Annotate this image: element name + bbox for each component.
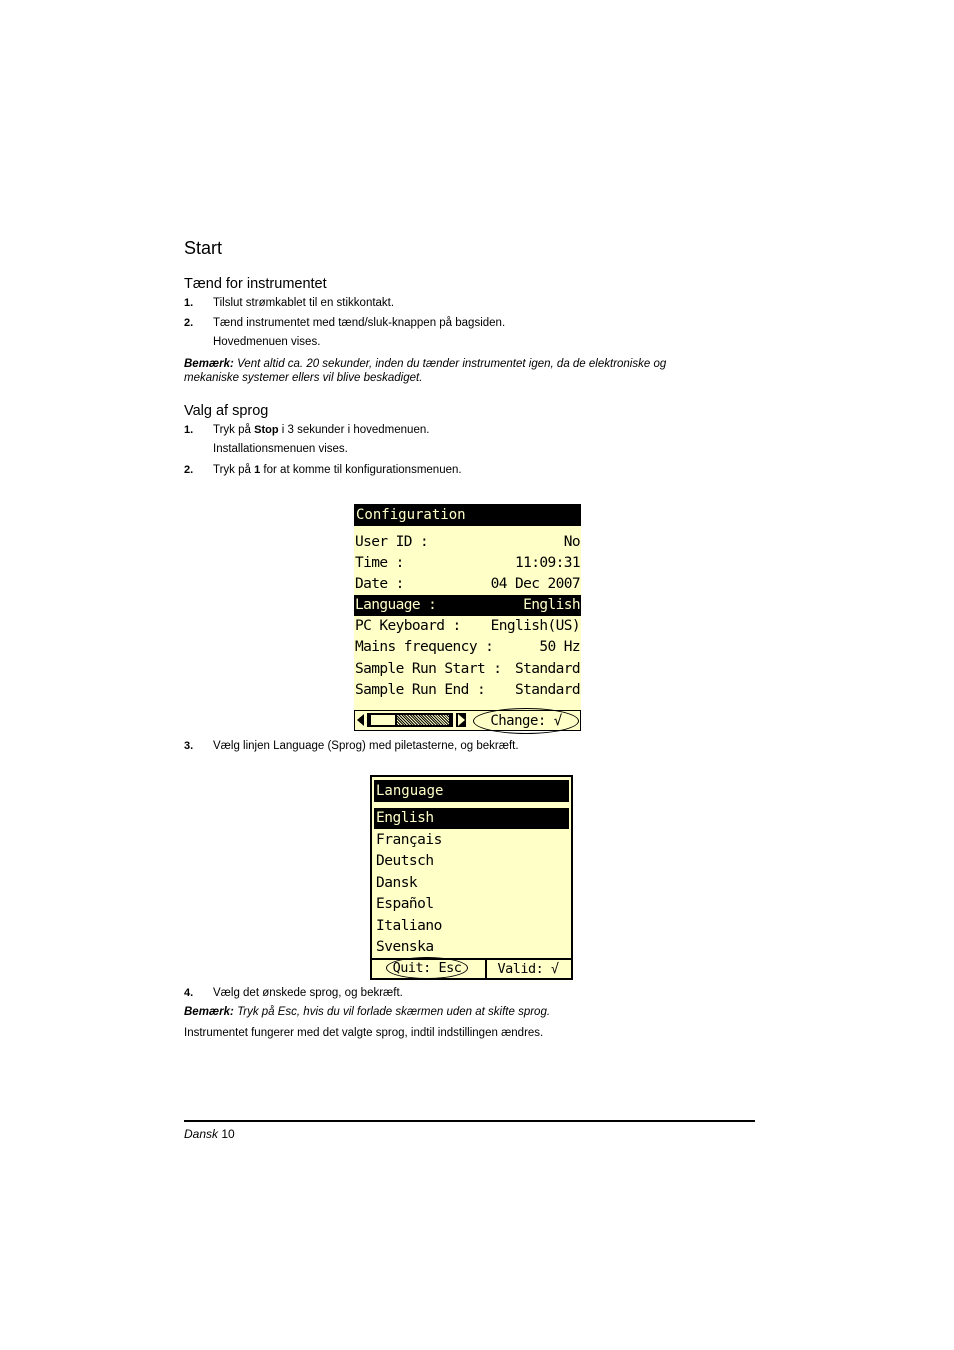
section-heading-power-on: Tænd for instrumentet (184, 276, 327, 292)
language-option-deutsch[interactable]: Deutsch (376, 853, 434, 869)
scrollbar-thumb[interactable] (371, 715, 395, 725)
step-item (184, 464, 462, 476)
step-text: Tænd instrumentet med tænd/sluk-knappen på bagsiden. (213, 317, 506, 329)
quit-button[interactable]: Quit: Esc (386, 957, 468, 979)
step-item (184, 424, 429, 436)
step-number: 1. (184, 424, 194, 436)
config-row-label: Time : (355, 555, 404, 571)
language-option-italiano[interactable]: Italiano (376, 918, 442, 934)
section-heading-language: Valg af sprog (184, 403, 269, 419)
page-footer (184, 1127, 235, 1141)
config-row-label: Sample Run Start : (355, 661, 502, 677)
language-title: Language (374, 780, 569, 802)
step-result: Installationsmenuen vises. (213, 443, 348, 455)
config-row-value: English (523, 597, 580, 613)
note-label: Bemærk: (184, 1006, 234, 1018)
footer-rule (184, 1120, 755, 1122)
step-text: Vælg det ønskede sprog, og bekræft. (213, 987, 403, 999)
config-row-user-id[interactable] (354, 532, 581, 553)
step-text: Tilslut strømkablet til en stikkontakt. (213, 297, 395, 309)
config-row-sample-run-start[interactable] (354, 659, 581, 680)
arrow-right-icon[interactable] (456, 713, 466, 727)
config-row-value: 04 Dec 2007 (490, 576, 580, 592)
config-row-value: No (563, 534, 580, 550)
note-label: Bemærk: (184, 358, 234, 370)
config-row-label: PC Keyboard : (355, 618, 461, 634)
config-row-mains-frequency[interactable] (354, 637, 581, 658)
step-number: 2. (184, 464, 194, 476)
footer-language: Dansk (184, 1127, 219, 1141)
note (184, 357, 666, 385)
footer-divider (485, 960, 487, 978)
language-option-english[interactable]: English (374, 808, 569, 829)
config-row-label: Sample Run End : (355, 682, 486, 698)
step-text-pre: Tryk på (213, 464, 255, 476)
language-option-francais[interactable]: Français (376, 832, 442, 848)
config-row-value: Standard (514, 682, 580, 698)
config-row-label: Language : (355, 597, 437, 613)
configuration-screen (354, 504, 581, 731)
step-item (184, 740, 519, 752)
page-title: Start (184, 238, 223, 258)
step-number: 4. (184, 987, 194, 999)
valid-button[interactable]: Valid: √ (497, 961, 559, 977)
step-number: 3. (184, 740, 194, 752)
config-row-pc-keyboard[interactable] (354, 616, 581, 637)
language-footer (372, 958, 571, 978)
step-item (184, 317, 505, 329)
config-row-value: 50 Hz (539, 639, 580, 655)
note-text-line-2: mekaniske systemer ellers vil blive beskadiget. (184, 372, 423, 384)
config-row-label: Date : (355, 576, 404, 592)
step-text-post: i 3 sekunder i hovedmenuen. (278, 424, 430, 436)
step-number: 1. (184, 297, 194, 309)
note-text-line-1: Vent altid ca. 20 sekunder, inden du tænder instrumentet igen, da de elektroniske og (237, 358, 667, 370)
step-number: 2. (184, 317, 194, 329)
note (184, 1005, 550, 1019)
config-row-label: User ID : (355, 534, 429, 550)
config-row-value: Standard (514, 661, 580, 677)
language-screen (370, 775, 573, 980)
step-text-post: for at komme til konfigurationsmenuen. (260, 464, 462, 476)
change-button[interactable]: Change: √ (473, 708, 579, 734)
closing-text: Instrumentet fungerer med det valgte sprog, indtil indstillingen ændres. (184, 1027, 544, 1039)
language-option-espanol[interactable]: Español (376, 896, 434, 912)
config-row-time[interactable] (354, 553, 581, 574)
configuration-footer (354, 710, 581, 731)
arrow-left-icon[interactable] (357, 714, 364, 726)
key-stop: Stop (254, 424, 279, 436)
step-item (184, 987, 403, 999)
config-row-sample-run-end[interactable] (354, 680, 581, 701)
language-option-svenska[interactable]: Svenska (376, 939, 434, 955)
config-row-language[interactable] (354, 595, 581, 616)
step-item (184, 297, 394, 309)
scrollbar-pattern (397, 715, 449, 725)
key-1: 1 (254, 464, 261, 476)
language-option-dansk[interactable]: Dansk (376, 875, 418, 891)
step-result: Hovedmenuen vises. (213, 336, 321, 348)
config-row-value: 11:09:31 (514, 555, 580, 571)
config-row-label: Mains frequency : (355, 639, 494, 655)
config-row-date[interactable] (354, 574, 581, 595)
note-text: Tryk på Esc, hvis du vil forlade skærmen uden at skifte sprog. (237, 1006, 551, 1018)
config-row-value: English(US) (490, 618, 580, 634)
step-text-pre: Tryk på (213, 424, 255, 436)
page-number: 10 (221, 1127, 235, 1141)
configuration-title: Configuration (354, 504, 581, 526)
step-text: Vælg linjen Language (Sprog) med piletasterne, og bekræft. (213, 740, 519, 752)
